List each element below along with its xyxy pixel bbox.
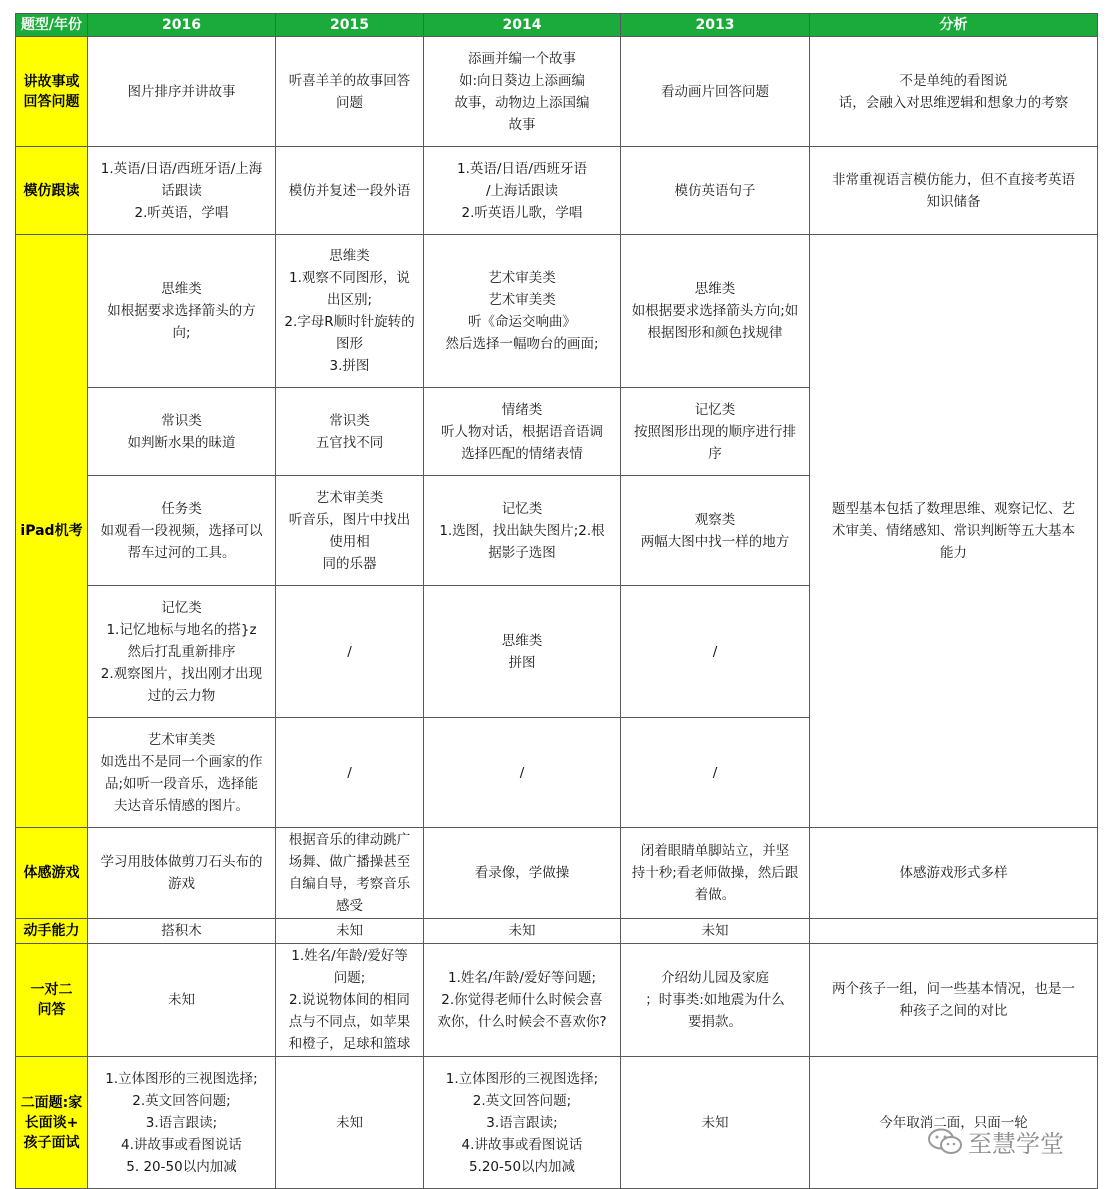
cell-line: 选择匹配的情绪表情 [461,445,583,462]
cell-line: 两个孩子一组，问一些基本情况，也是一 [832,981,1075,997]
cell-line: 今年取消二面，只面一轮 [879,1114,1028,1131]
cell-line: 如根据要求选择箭头方向;如 [631,303,799,319]
cell-line: 知识储备 [926,193,981,210]
cell-line: 图形 [336,336,363,352]
cell-line: 艺术审美类 [488,270,556,286]
cell-line: 着做。 [694,887,736,903]
cell-line: 听喜羊羊的故事回答 [288,72,411,89]
cell-line: / [712,764,718,781]
cell-line: 未知 [336,923,363,939]
cell-line: 未知 [508,923,536,939]
cell-line: 介绍幼儿园及家庭 [661,970,769,986]
cell-line: 然后选择一幅吻台的画面; [445,336,599,352]
cell-2013 [621,828,810,919]
cell-line: 问题 [336,94,363,111]
cell-line: / [347,643,352,660]
cell-2016 [88,147,276,235]
cell-line: 帮车过河的工具。 [127,544,236,561]
cell-line: 2.英文回答问题; [132,1092,231,1109]
cell-line: 长面谈+ [24,1114,79,1131]
cell-line: 情绪类 [501,401,543,418]
cell-2015 [276,1057,424,1189]
table-row-second-interview [16,1057,1098,1189]
cell-line: 术审美、情绪感知、常识判断等五大基本 [832,523,1075,539]
cell-line: 如观看一段视频，选择可以 [100,522,263,539]
cell-2016 [88,235,276,388]
cell-line: 添画并编一个故事 [468,50,576,67]
cell-line: 要捐款。 [688,1014,742,1030]
cell-line: 模仿跟读 [23,182,80,199]
cell-line: 思维类 [694,281,736,297]
cell-line: 1.立体图形的三视图选择; [105,1070,258,1087]
cell-2016 [88,37,276,147]
cell-line: 3.语言跟读; [486,1114,558,1131]
cell-line: 非常重视语言模仿能力，但不直接考英语 [832,171,1075,188]
cell-line: 模仿英语句子 [674,182,756,199]
cell-line: 动手能力 [23,923,80,939]
cell-line: 问题; [333,970,366,986]
cell-line: 自编自导，考察音乐 [288,876,411,892]
cell-line: 根据音乐的律动跳广 [288,832,411,848]
cell-line: 2.英文回答问题; [472,1092,572,1109]
table-row-hands [16,919,1098,944]
header-analysis: 分析 [810,14,1098,37]
cell-line: 1.立体图形的三视图选择; [445,1070,599,1087]
cell-2013 [621,388,810,476]
cell-line: 常识类 [329,412,370,429]
cell-line: 闭着眼睛单脚站立，并坚 [640,843,790,859]
cell-analysis [810,235,1098,828]
cell-line: 使用相 [329,533,370,550]
cell-2013 [621,586,810,718]
cell-2014 [424,476,621,586]
cell-2016 [88,919,276,944]
cell-analysis [810,919,1098,944]
cell-2013 [621,919,810,944]
cell-line: 2.字母R顺时针旋转的 [284,314,415,330]
cell-line: 如根据要求选择箭头的方 [107,303,256,319]
header-type-year: 题型/年份 [16,14,88,37]
cell-line: 1.英语/日语/西班牙语 [457,160,587,177]
cell-2014 [424,388,621,476]
cell-line: 回答问题 [23,93,80,110]
cell-2014 [424,37,621,147]
cell-line: 听《命运交响曲》 [468,314,576,330]
cell-line: 图片排序并讲故事 [127,83,236,100]
cell-line: 1.英语/日语/西班牙语/上海 [100,160,263,177]
cell-line: 搭积木 [161,923,202,939]
exam-comparison-table [15,13,1098,1189]
table-row-imitate [16,147,1098,235]
table-row-story [16,37,1098,147]
cell-line: 不是单纯的看图说 [899,72,1008,89]
cell-line: 学习用肢体做剪刀石头布的 [100,854,263,870]
cell-line: 2.你觉得老师什么时候会喜 [441,992,603,1008]
cell-2013 [621,235,810,388]
cell-2015 [276,586,424,718]
cell-line: 4.讲故事或看图说话 [461,1136,583,1153]
cell-line: 4.讲故事或看图说话 [121,1136,242,1153]
cell-2015 [276,388,424,476]
cell-2013 [621,37,810,147]
header-2015: 2015 [276,14,424,37]
cell-line: 游戏 [168,876,195,892]
cell-line: 如判断水果的昧道 [127,434,236,451]
cell-line: 2.观察图片，找出刚才出现 [100,665,263,682]
cell-line: 模仿并复述一段外语 [288,182,411,199]
cell-2015 [276,476,424,586]
cell-line: 能力 [940,545,967,561]
cell-line: 看动画片回答问题 [661,83,769,100]
cell-line: 出区别; [326,292,373,308]
cell-line: 2.说说物体间的相同 [289,992,410,1008]
cell-2015 [276,944,424,1057]
cell-2015 [276,919,424,944]
cell-line: 问答 [37,1002,66,1018]
cell-2014 [424,586,621,718]
cell-line: 5. 20-50以内加减 [126,1158,237,1175]
cell-line: 讲故事或 [23,73,80,90]
cell-2016 [88,718,276,828]
cell-line: 任务类 [161,500,202,517]
cell-line: 感受 [336,898,363,914]
cell-line: 思维类 [161,281,202,297]
cell-line: 然后打乱重新排序 [127,643,236,660]
cell-line: 1.观察不同图形，说 [289,270,410,286]
cell-line: 3.拼图 [329,358,370,374]
cell-2015 [276,235,424,388]
cell-line: 体感游戏 [23,865,80,881]
header-2014: 2014 [424,14,621,37]
cell-line: ；时事类:如地震为什么 [645,992,785,1008]
cell-line: 一对二 [30,982,73,998]
cell-2015 [276,828,424,919]
cell-line: 3.语言跟读; [145,1114,218,1131]
cell-2014 [424,718,621,828]
cell-line: 未知 [701,923,729,939]
cell-analysis [810,828,1098,919]
cell-line: 艺术审美类 [147,731,216,748]
cell-line: 题型基本包括了数理思维、观察记忆、艺 [832,501,1075,517]
header-2013: 2013 [621,14,810,37]
cell-analysis [810,37,1098,147]
cell-line: 记忆类 [161,599,202,616]
cell-line: 和橙子，足球和篮球 [288,1036,411,1052]
cell-line: 拼图 [508,654,536,671]
cell-line: 记忆类 [501,500,543,517]
cell-2016 [88,944,276,1057]
cell-line: 五官找不同 [315,434,384,451]
cell-2013 [621,147,810,235]
cell-line: 如:向日葵边上添画编 [458,72,586,89]
cell-line: 2.听英语，学唱 [134,204,229,221]
cell-analysis [810,944,1098,1057]
cell-line: 根据图形和颜色找规律 [647,325,783,341]
watermark [928,1124,1064,1159]
cell-2014 [424,235,621,388]
cell-line: 5.20-50以内加减 [468,1158,576,1175]
cell-line: 话跟读 [161,182,202,199]
cell-2014 [424,147,621,235]
cell-2016 [88,1057,276,1189]
cell-2015 [276,147,424,235]
cell-line: 未知 [336,1114,363,1131]
cell-line: 思维类 [329,248,370,264]
cell-2014 [424,828,621,919]
table-row-qa [16,944,1098,1057]
cell-2013 [621,476,810,586]
cell-line: 2.听英语儿歌，学唱 [461,204,583,221]
cell-2014 [424,944,621,1057]
cell-line: 点与不同点，如苹果 [288,1014,411,1030]
cell-line: 故事 [508,116,536,133]
cell-line: 二面题:家 [20,1094,83,1111]
cell-line: 向; [172,325,191,341]
cell-line: 种孩子之间的对比 [899,1003,1008,1019]
cell-line: 艺术审美类 [315,489,384,506]
cell-line: / [519,764,525,781]
cell-line: 未知 [701,1114,729,1131]
cell-line: /上海话跟读 [485,182,559,199]
cell-line: 欢你，什么时候会不喜欢你? [437,1014,607,1030]
cell-2014 [424,1057,621,1189]
cell-line: iPad机考 [20,523,83,539]
cell-line: 夫达音乐情感的图片。 [114,797,249,814]
cell-line: 体感游戏形式多样 [899,865,1008,881]
cell-line: 故事，动物边上添国编 [454,94,590,111]
cell-line: 1.记忆地标与地名的搭}z [106,621,257,638]
cell-2013 [621,944,810,1057]
header-2016: 2016 [88,14,276,37]
cell-2016 [88,586,276,718]
cell-line: 1.选图，找出缺失图片;2.根 [439,522,605,539]
cell-2013 [621,718,810,828]
cell-line: / [712,643,718,660]
cell-line: 持十秒;看老师做操，然后跟 [631,865,799,881]
cell-line: 话，会融入对思维逻辑和想象力的考察 [838,94,1069,111]
row-label [16,944,88,1057]
cell-2015 [276,718,424,828]
cell-line: 按照图形出现的顺序进行排 [634,423,796,440]
cell-line: 序 [708,445,722,462]
cell-line: 品;如听一段音乐，选择能 [104,775,259,792]
cell-2016 [88,828,276,919]
cell-line: 场舞、做广播操甚至 [288,854,411,870]
row-label [16,828,88,919]
cell-line: 孩子面试 [23,1134,80,1151]
cell-analysis [810,1057,1098,1189]
cell-2015 [276,37,424,147]
cell-line: / [347,764,352,781]
cell-2013 [621,1057,810,1189]
cell-line: 同的乐器 [322,555,377,572]
cell-line: 两幅大图中找一样的地方 [640,533,790,550]
cell-line: 未知 [168,992,195,1008]
header-row [16,14,1098,37]
cell-line: 记忆类 [694,401,736,418]
cell-line: 常识类 [161,412,202,429]
cell-line: 听人物对话，根据语音语调 [441,423,603,440]
cell-2016 [88,476,276,586]
row-label [16,147,88,235]
cell-line: 据影子选图 [488,544,556,561]
cell-2016 [88,388,276,476]
cell-2014 [424,919,621,944]
table-row-motion [16,828,1098,919]
cell-line: 思维类 [501,632,543,649]
row-label [16,37,88,147]
cell-line: 看录像，学做操 [474,865,570,881]
cell-line: 1.姓名/年龄/爱好等问题; [447,970,597,986]
wechat-icon [928,1128,962,1156]
row-label [16,235,88,828]
cell-line: 观察类 [694,511,736,528]
cell-analysis [810,147,1098,235]
table-row-ipad-1 [16,235,1098,388]
cell-line: 1.姓名/年龄/爱好等 [291,948,408,964]
cell-line: 艺术审美类 [488,292,556,308]
row-label [16,919,88,944]
cell-line: 如选出不是同一个画家的作 [100,753,263,770]
cell-line: 过的云力物 [147,687,216,704]
cell-line: 听音乐，图片中找出 [288,511,411,528]
watermark-text: 至慧学堂 [968,1130,1064,1158]
row-label [16,1057,88,1189]
